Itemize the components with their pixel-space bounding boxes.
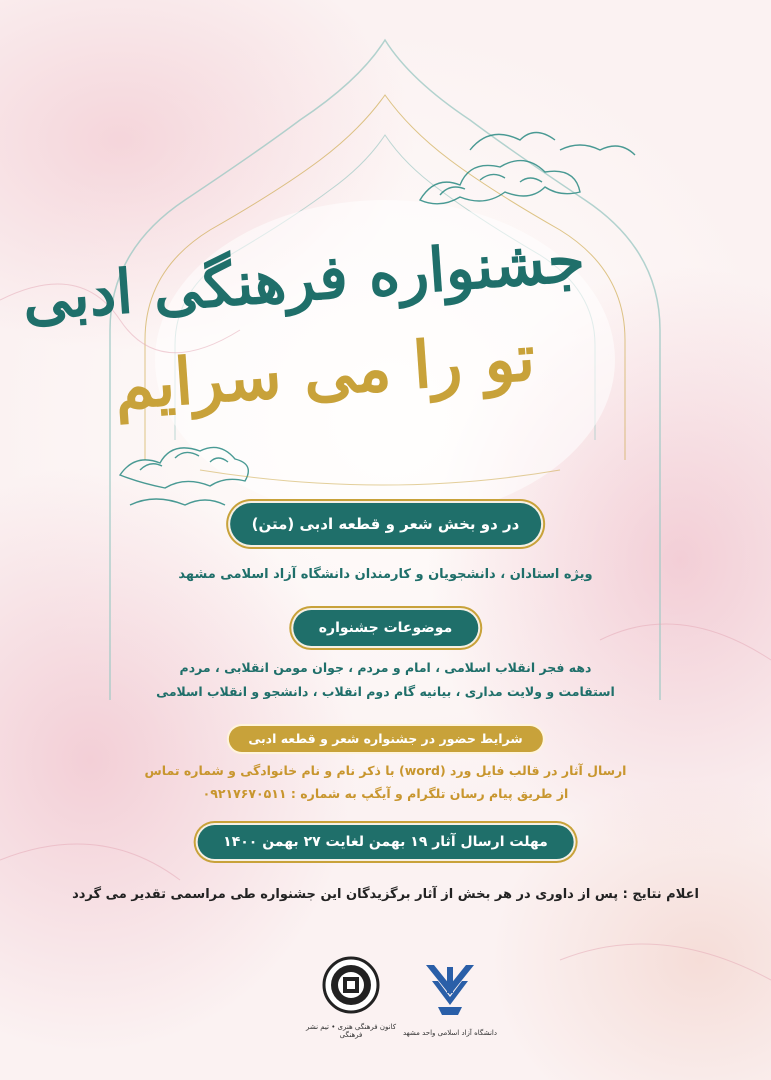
cultural-center-caption: کانون فرهنگی هنری • تیم نشر فرهنگی [305, 1023, 397, 1039]
topics-line-2: استقامت و ولایت مداری ، بیانیه گام دوم انقلاب ، دانشجو و انقلاب اسلامی [156, 684, 615, 699]
title-line-2: تو را می سرایم [111, 320, 538, 425]
azad-university-caption: دانشگاه آزاد اسلامی واحد مشهد [402, 1029, 497, 1037]
conditions-heading: شرایط حضور در جشنواره شعر و قطعه ادبی [228, 726, 542, 752]
sections-banner: در دو بخش شعر و قطعه ادبی (متن) [230, 503, 542, 545]
title-line-1: جشنواره فرهنگی ادبی [19, 225, 587, 335]
results-announcement: اعلام نتایج : پس از داوری در هر بخش از آثار برگزیدگان این جشنواره طی مراسمی تقدیر می گردد [72, 887, 699, 902]
cultural-center-emblem-icon [321, 955, 381, 1015]
azad-university-logo [400, 955, 500, 1037]
cultural-center-logo [296, 955, 406, 1039]
azad-university-emblem-icon [422, 955, 478, 1021]
conditions-line-1: ارسال آثار در قالب فایل ورد (word) با ذکر نام و نام خانوادگی و شماره تماس [144, 763, 627, 778]
topics-heading: موضوعات جشنواره [293, 610, 478, 646]
deadline-banner: مهلت ارسال آثار ۱۹ بهمن لغایت ۲۷ بهمن ۱۴۰۰ [197, 825, 574, 859]
conditions-line-2: از طریق پیام رسان تلگرام و آیگپ به شماره : ۰۹۲۱۷۶۷۰۵۱۱ [202, 786, 569, 801]
audience-text: ویژه استادان ، دانشجویان و کارمندان دانشگاه آزاد اسلامی مشهد [178, 567, 593, 582]
topics-line-1: دهه فجر انقلاب اسلامی ، امام و مردم ، جوان مومن انقلابی ، مردم [179, 660, 592, 675]
festival-title [19, 225, 595, 450]
cloud-ornament-top [420, 133, 635, 204]
logos-row [0, 955, 771, 1075]
